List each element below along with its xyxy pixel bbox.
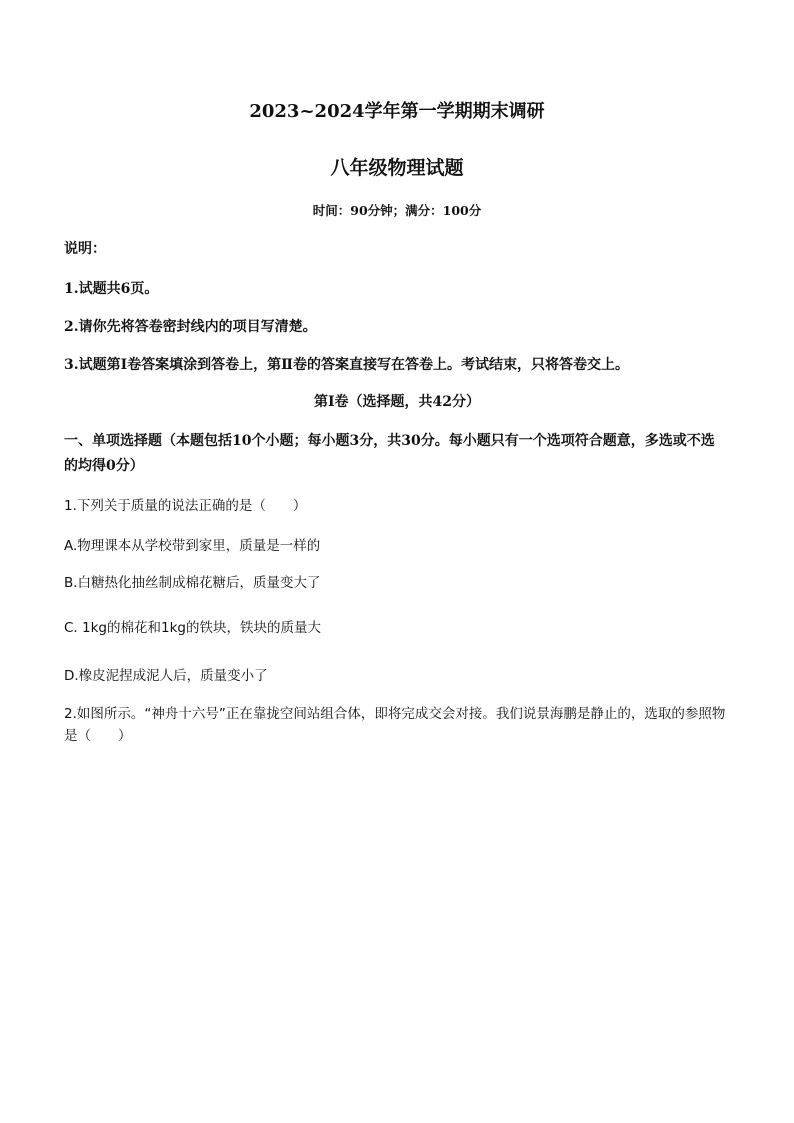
exam-subtitle: 八年级物理试题 <box>330 157 464 179</box>
instructions-heading: 说明： <box>64 241 106 257</box>
section-heading: 一、单项选择题（本题包括10个小题；每小题3分，共30分。每小题只有一个选项符合题意，多选或不选的均得0分） <box>64 433 715 474</box>
answer-option: C. 1kg的棉花和1kg的铁块，铁块的质量大 <box>64 620 321 636</box>
exam-time-score: 时间：90分钟；满分：100分 <box>312 203 482 218</box>
instruction-item: 3.试题第Ⅰ卷答案填涂到答卷上，第Ⅱ卷的答案直接写在答卷上。考试结束，只将答卷交上。 <box>64 357 629 373</box>
volume-heading: 第Ⅰ卷（选择题，共42分） <box>313 394 481 410</box>
answer-option: B.白糖热化抽丝制成棉花糖后，质量变大了 <box>64 575 321 591</box>
exam-title: 2023~2024学年第一学期期末调研 <box>249 101 545 122</box>
question-stem: 2.如图所示。“神舟十六号”正在靠拢空间站组合体，即将完成交会对接。我们说景海鹏是静止的，选取的参照物是（ ） <box>64 706 726 744</box>
answer-option: D.橡皮泥捏成泥人后，质量变小了 <box>64 668 268 684</box>
question-stem: 1.下列关于质量的说法正确的是（ ） <box>64 498 307 514</box>
instruction-item: 1.试题共6页。 <box>64 281 159 297</box>
instruction-item: 2.请你先将答卷密封线内的项目写清楚。 <box>64 319 317 335</box>
answer-option: A.物理课本从学校带到家里，质量是一样的 <box>64 538 321 554</box>
